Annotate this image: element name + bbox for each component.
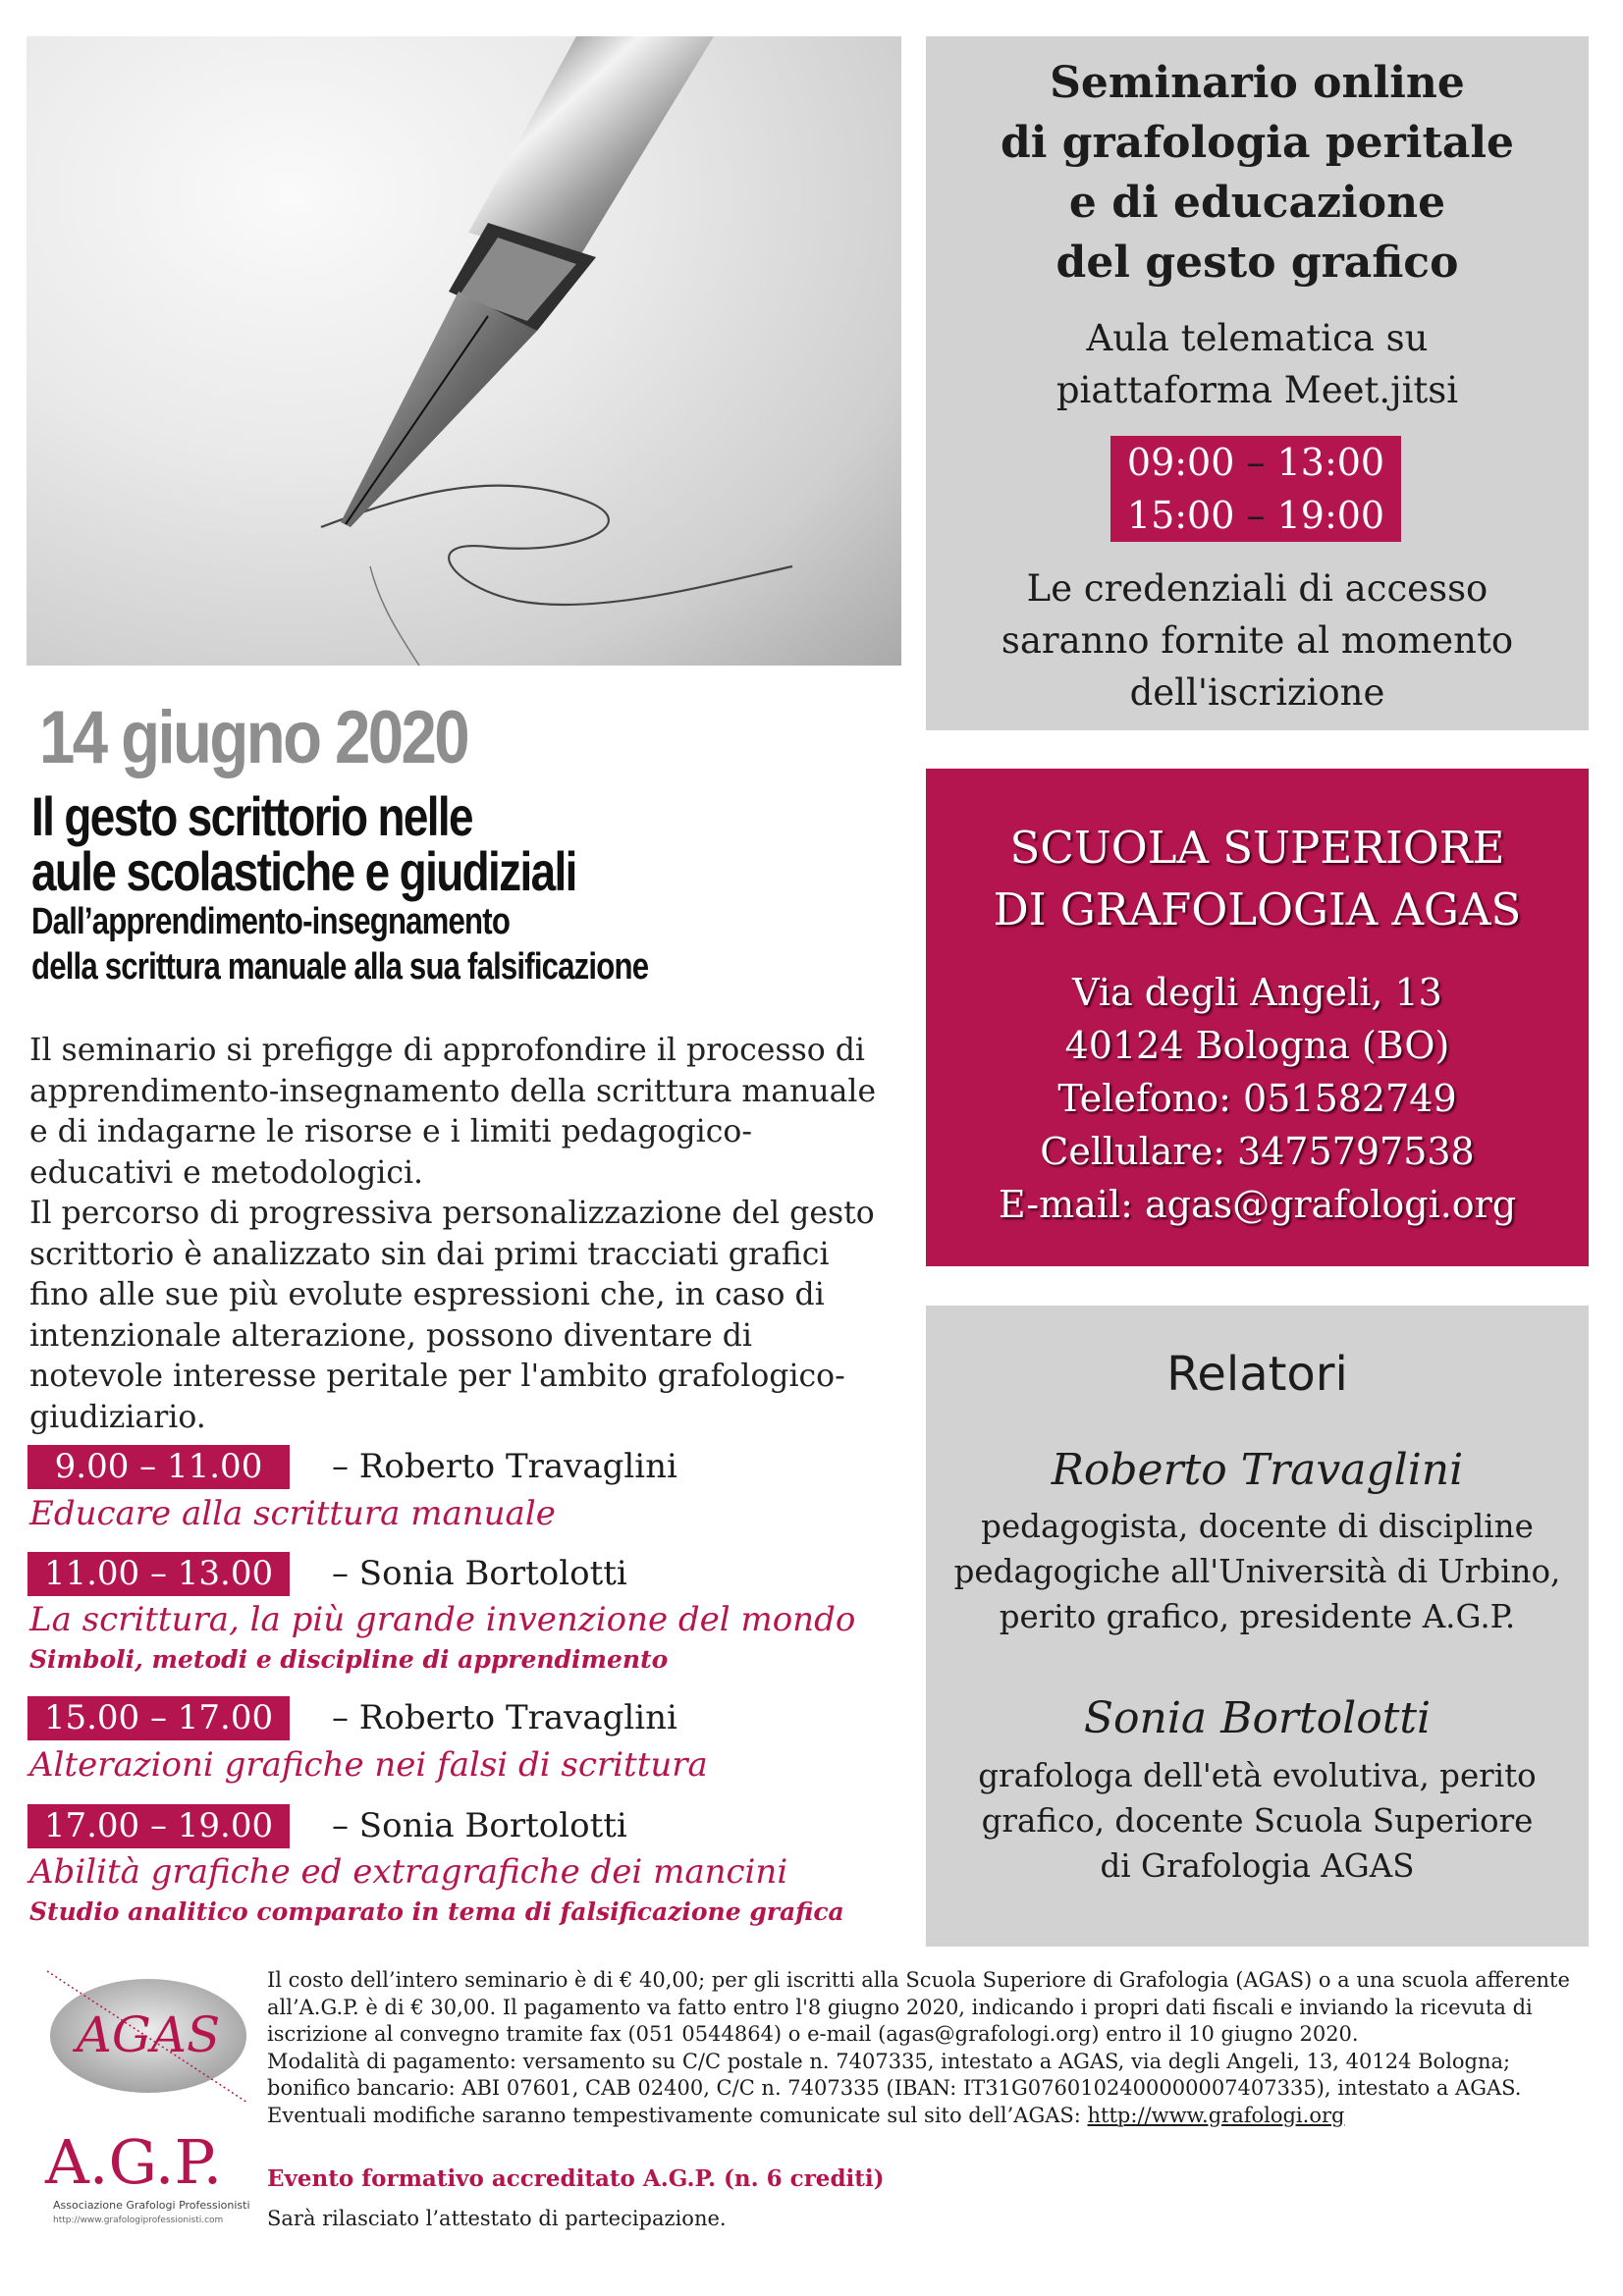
hours-2-end: 19:00: [1276, 494, 1385, 537]
slot-2-time: 11.00 – 13.00: [27, 1552, 290, 1596]
slot-4-time: 17.00 – 19.00: [27, 1804, 290, 1848]
agas-logo: [39, 1965, 257, 2103]
speaker-1-bio-line-2: pedagogiche all'Università di Urbino,: [953, 1553, 1561, 1590]
speaker-1-name: Roberto Travaglini: [1051, 1445, 1464, 1495]
event-title-line-2: aule scolastiche e giudiziali: [31, 840, 576, 902]
slot-2-subtitle: Simboli, metodi e discipline di apprendimento: [29, 1645, 669, 1674]
slot-3-title: Alterazioni grafiche nei falsi di scrittura: [29, 1745, 708, 1785]
footer-line: Il costo dell’intero seminario è di € 40,00; per gli iscritti alla Scuola Superiore di Grafologia (AGAS) o a una scuola afferente: [267, 1968, 1570, 1992]
fountain-pen-photo: [27, 36, 901, 666]
website-link[interactable]: http://www.grafologi.org: [1087, 2103, 1345, 2127]
event-subtitle-line-1: Dall’apprendimento-insegnamento: [31, 901, 511, 942]
school-mobile: Cellulare: 3475797538: [1040, 1130, 1475, 1173]
footer-line: bonifico bancario: ABI 07601, CAB 02400, C/C n. 7407335 (IBAN: IT31G0760102400000007407335), intestato a AGAS.: [267, 2076, 1522, 2100]
footer-line: iscrizione al convegno tramite fax (051 0544864) o e-mail (agas@grafologi.org) entro il 10 giugno 2020.: [267, 2022, 1359, 2046]
speakers-heading: Relatori: [1166, 1347, 1348, 1402]
footer-line: all’A.G.P. è di € 30,00. Il pagamento va fatto entro l'8 giugno 2020, indicando i propri dati fiscali e inviando la ricevuta di: [267, 1995, 1533, 2019]
credentials-line-1: Le credenziali di accesso: [1026, 567, 1488, 610]
school-email[interactable]: E-mail: agas@grafologi.org: [998, 1183, 1517, 1226]
credentials-line-3: dell'iscrizione: [1129, 671, 1385, 714]
slot-4-subtitle: Studio analitico comparato in tema di falsificazione grafica: [29, 1897, 844, 1926]
info-title-line-3: e di educazione: [1068, 178, 1446, 228]
agp-logo-text: A.G.P.: [45, 2126, 223, 2198]
slot-4-speaker: – Sonia Bortolotti: [332, 1806, 627, 1845]
hours-1-dash: –: [1246, 441, 1266, 484]
school-city: 40124 Bologna (BO): [1064, 1024, 1450, 1067]
school-title-line-2: DI GRAFOLOGIA AGAS: [993, 883, 1522, 935]
info-title-line-1: Seminario online: [1050, 58, 1465, 108]
event-subtitle-line-2: della scrittura manuale alla sua falsificazione: [31, 946, 649, 988]
agp-logo-caption: Associazione Grafologi Professionisti: [53, 2199, 250, 2212]
speaker-1-bio-line-1: pedagogista, docente di discipline: [981, 1508, 1534, 1545]
footer-modifiche-text: Eventuali modifiche saranno tempestivamente comunicate sul sito dell’AGAS:: [267, 2103, 1088, 2127]
hours-1-end: 13:00: [1276, 441, 1385, 484]
footer-line: Modalità di pagamento: versamento su C/C postale n. 7407335, intestato a AGAS, via degli Angeli, 13, 40124 Bologna;: [267, 2049, 1511, 2073]
credentials-line-2: saranno fornite al momento: [1001, 619, 1514, 662]
hours-2-start: 15:00: [1126, 494, 1235, 537]
speaker-2-bio-line-3: di Grafologia AGAS: [1100, 1847, 1415, 1885]
fountain-pen-illustration: [27, 36, 901, 666]
slot-2-speaker: – Sonia Bortolotti: [332, 1554, 627, 1593]
agp-logo: [39, 2118, 257, 2236]
slot-1-time: 9.00 – 11.00: [27, 1445, 290, 1489]
agas-logo-graphic: [39, 1965, 257, 2103]
info-title-line-4: del gesto grafico: [1055, 238, 1459, 288]
event-date: 14 giugno 2020: [39, 696, 468, 779]
accreditation-note: Evento formativo accreditato A.G.P. (n. 6 crediti): [267, 2165, 885, 2192]
agp-logo-graphic: [39, 2118, 257, 2236]
footer-line-last: [267, 2103, 1593, 2130]
hours-row-1: [1110, 436, 1401, 489]
speaker-1-bio-line-3: perito grafico, presidente A.G.P.: [999, 1598, 1516, 1635]
platform-line-2: piattaforma Meet.jitsi: [1055, 369, 1459, 411]
slot-3-time: 15.00 – 17.00: [27, 1696, 290, 1740]
event-title-line-1: Il gesto scrittorio nelle: [31, 785, 472, 847]
description-paragraph-1: Il seminario si prefigge di approfondire il processo di apprendimento-insegnamento della scrittura manuale e di indagarne le risorse e i limiti pedagogico-educativi e metodologici.: [29, 1033, 877, 1191]
speaker-2-bio-line-1: grafologa dell'età evolutiva, perito: [978, 1757, 1537, 1794]
school-address: Via degli Angeli, 13: [1072, 971, 1442, 1014]
certificate-note: Sarà rilasciato l’attestato di partecipazione.: [267, 2207, 727, 2230]
school-title-line-1: SCUOLA SUPERIORE: [1009, 822, 1505, 874]
speaker-2-name: Sonia Bortolotti: [1083, 1693, 1432, 1743]
payment-info: [267, 1967, 1593, 2129]
speaker-2-bio-line-2: grafico, docente Scuola Superiore: [981, 1802, 1534, 1840]
slot-1-title: Educare alla scrittura manuale: [29, 1494, 556, 1533]
description-paragraph-2: Il percorso di progressiva personalizzazione del gesto scrittorio è analizzato sin dai primi tracciati grafici fino alle sue più evolute espressioni che, in caso di intenzionale alterazione, possono diventare di notevole interesse peritale per l'ambito grafologico-giudiziario.: [29, 1196, 875, 1435]
platform-line-1: Aula telematica su: [1086, 317, 1429, 359]
hours-row-2: [1110, 489, 1401, 542]
info-title-line-2: di grafologia peritale: [1000, 118, 1515, 168]
hours-1-start: 09:00: [1126, 441, 1235, 484]
hours-badge: [1110, 436, 1401, 542]
slot-2-title: La scrittura, la più grande invenzione del mondo: [29, 1600, 856, 1639]
slot-1-speaker: – Roberto Travaglini: [332, 1447, 677, 1486]
event-description: [29, 1031, 893, 1438]
agas-logo-text: AGAS: [76, 2006, 221, 2063]
slot-3-speaker: – Roberto Travaglini: [332, 1698, 677, 1737]
school-phone: Telefono: 051582749: [1057, 1077, 1457, 1120]
slot-4-title: Abilità grafiche ed extragrafiche dei mancini: [29, 1852, 788, 1892]
hours-2-dash: –: [1246, 494, 1266, 537]
agp-logo-url: http://www.grafologiprofessionisti.com: [53, 2216, 224, 2225]
